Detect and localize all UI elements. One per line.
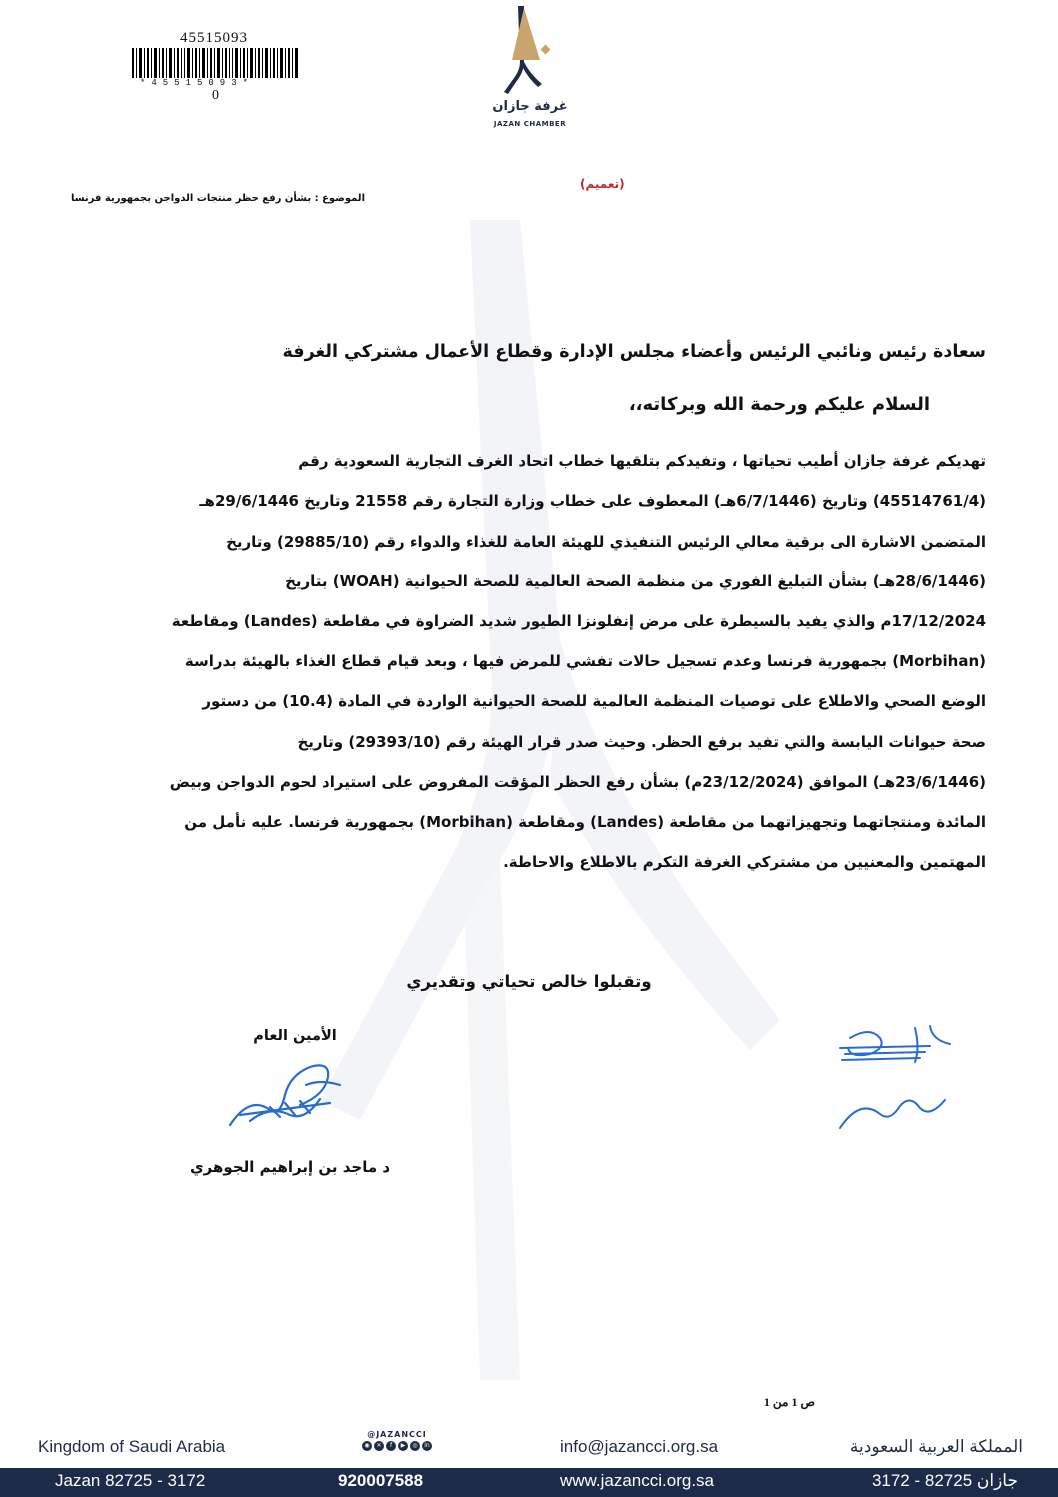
logo-name-english: JAZAN CHAMBER	[493, 120, 567, 128]
facebook-icon[interactable]: f	[386, 1441, 396, 1451]
body-line-7: الوضع الصحي والاطلاع على توصيات المنظمة العالمية للصحة الحيوانية الواردة في المادة (10.4) من دستور	[202, 692, 986, 710]
footer-phone[interactable]: 920007588	[338, 1471, 424, 1490]
barcode-number: 45515093	[180, 30, 248, 46]
social-block	[332, 1430, 462, 1451]
footer-address-english: Jazan 82725 - 3172	[55, 1471, 206, 1490]
circular-label: (تعميم)	[580, 177, 625, 191]
letter-subject: الموضوع : بشأن رفع حظر منتجات الدواجن بجمهورية فرنسا	[70, 193, 365, 204]
logo-name-arabic: غرفة جازان	[492, 99, 568, 114]
signer-title: الأمين العام	[253, 1028, 337, 1044]
footer-email[interactable]: info@jazancci.org.sa	[560, 1437, 719, 1456]
footer-country-english: Kingdom of Saudi Arabia	[38, 1437, 226, 1456]
barcode-check-digit: 0	[212, 88, 219, 103]
footer-address-arabic: جازان 82725 - 3172	[871, 1471, 1018, 1490]
body-line-9: (23/6/1446هـ) الموافق (23/12/2024م) بشأن رفع الحظر المؤقت المفروض على استيراد لحوم الدواجن وبيض	[169, 773, 986, 791]
body-line-4: (28/6/1446هـ) بشأن التبليغ الفوري من منظمة الصحة العالمية للصحة الحيوانية (WOAH) بتاريخ	[285, 572, 986, 590]
social-icons	[332, 1441, 462, 1451]
jazan-chamber-logo-icon	[490, 2, 570, 100]
body-line-2: (45514761/4) وتاريخ (6/7/1446هـ) المعطوف على خطاب وزارة التجارة رقم 21558 وتاريخ 29/6/1446هـ	[199, 492, 986, 510]
body-line-1: تهديكم غرفة جازان أطيب تحياتها ، وتفيدكم بتلقيها خطاب اتحاد الغرف التجارية السعودية رقم	[298, 452, 986, 470]
footer-country-arabic: المملكة العربية السعودية	[849, 1437, 1023, 1456]
linkedin-icon[interactable]: in	[422, 1441, 432, 1451]
page-number: ص 1 من 1	[763, 1395, 815, 1409]
social-handle[interactable]: @JAZANCCI	[367, 1430, 427, 1439]
footer-website[interactable]: www.jazancci.org.sa	[560, 1471, 715, 1490]
body-line-6: (Morbihan) بجمهورية فرنسا وعدم تسجيل حالات تفشي للمرض فيها ، وبعد قيام قطاع الغذاء بالهيئة بدراسة	[184, 652, 986, 670]
body-line-8: صحة حيوانات اليابسة والتي تفيد برفع الحظر. وحيث صدر قرار الهيئة رقم (29393/10) وتاريخ	[297, 733, 986, 751]
initials-image	[820, 1018, 970, 1138]
letter-addressee: سعادة رئيس ونائبي الرئيس وأعضاء مجلس الإدارة وقطاع الأعمال مشتركي الغرفة	[282, 342, 986, 362]
signer-name: د ماجد بن إبراهيم الجوهري	[189, 1158, 391, 1176]
x-icon[interactable]: ✕	[374, 1441, 384, 1451]
body-line-3: المتضمن الاشارة الى برقية معالي الرئيس التنفيذي للهيئة العامة للغذاء والدواء رقم (29885/10) وتاريخ	[226, 533, 986, 551]
letter-closing: وتقبلوا خالص تحياتي وتقديري	[406, 972, 652, 991]
body-line-11: المهتمين والمعنيين من مشتركي الغرفة التكرم بالاطلاع والاحاطة.	[503, 853, 986, 871]
barcode-caption: *45515093*	[140, 78, 255, 88]
body-line-10: المائدة ومنتجاتهما وتجهيزاتهما من مقاطعة (Landes) ومقاطعة (Morbihan) بجمهورية فرنسا. عليه نأمل من	[184, 813, 986, 831]
youtube-icon[interactable]: ▶	[398, 1441, 408, 1451]
body-line-5: 17/12/2024م والذي يفيد بالسيطرة على مرض إنفلونزا الطيور شديد الضراوة في مقاطعة (Landes) ومقاطعة	[171, 612, 986, 630]
barcode	[132, 48, 300, 78]
snapchat-icon[interactable]: ◉	[362, 1441, 372, 1451]
signature-image	[210, 1055, 370, 1135]
instagram-icon[interactable]: ◎	[410, 1441, 420, 1451]
letter-greeting: السلام عليكم ورحمة الله وبركاته،،	[628, 394, 930, 415]
